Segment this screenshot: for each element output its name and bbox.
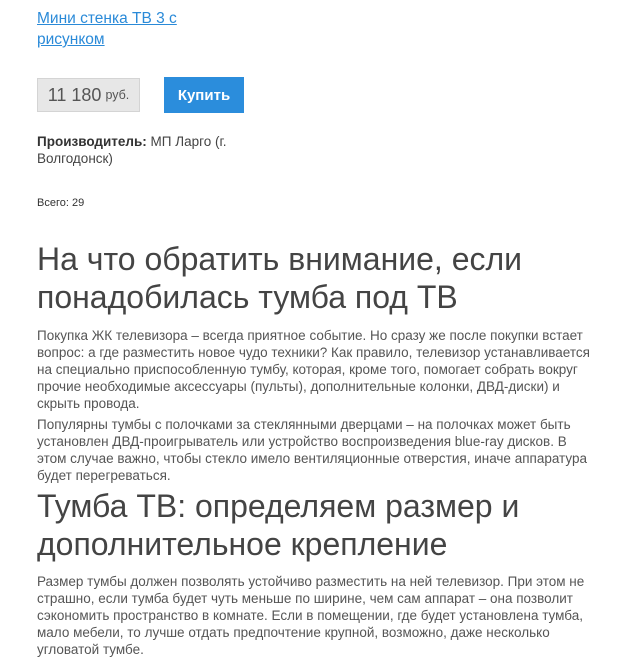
buy-button[interactable]: Купить xyxy=(164,77,244,113)
manufacturer-value: МП Ларго (г. Волгодонск) xyxy=(37,134,227,166)
article-paragraph-3: Размер тумбы должен позволять устойчиво разместить на ней телевизор. При этом не страшно, если тумба будет чуть меньше по ширине, чем сам аппарат – она позволит сэкономить пространство в комнате. Если в помещении, где будет установлена тумба, мало мебели, то лучше отдать предпочтение крупной, возможно, даже несколько угловатой тумбе. xyxy=(37,574,585,657)
manufacturer-label: Производитель: xyxy=(37,134,147,149)
article-heading-2: Тумба ТВ: определяем размер и дополнительное крепление xyxy=(37,488,520,562)
manufacturer-info xyxy=(37,133,257,167)
article-paragraph-2: Популярны тумбы с полочками за стеклянными дверцами – на полочках может быть установлен ДВД-проигрыватель или устройство воспроизведения blue-ray дисков. В этом случае важно, чтобы стекло имело вентиляционные отверстия, иначе аппаратура будет перегреваться. xyxy=(37,417,587,483)
price-value: 11 180 xyxy=(47,84,102,105)
price-box xyxy=(37,78,140,112)
price-currency: руб. xyxy=(105,88,130,102)
article-heading-1: На что обратить внимание, если понадобилась тумба под ТВ xyxy=(37,241,523,315)
total-count: Всего: 29 xyxy=(37,197,85,209)
product-title-link[interactable]: Мини стенка ТВ 3 с рисунком xyxy=(37,10,177,48)
article-paragraph-1: Покупка ЖК телевизора – всегда приятное событие. Но сразу же после покупки встает вопрос: а где разместить новое чудо техники? Как правило, телевизор устанавливается на специально приспособленную тумбу, которая, кроме того, помогает собрать вокруг прочие необходимые аксессуары (пульты), дополнительные колонки, ДВД-диски) и скрыть провода. xyxy=(37,328,590,411)
